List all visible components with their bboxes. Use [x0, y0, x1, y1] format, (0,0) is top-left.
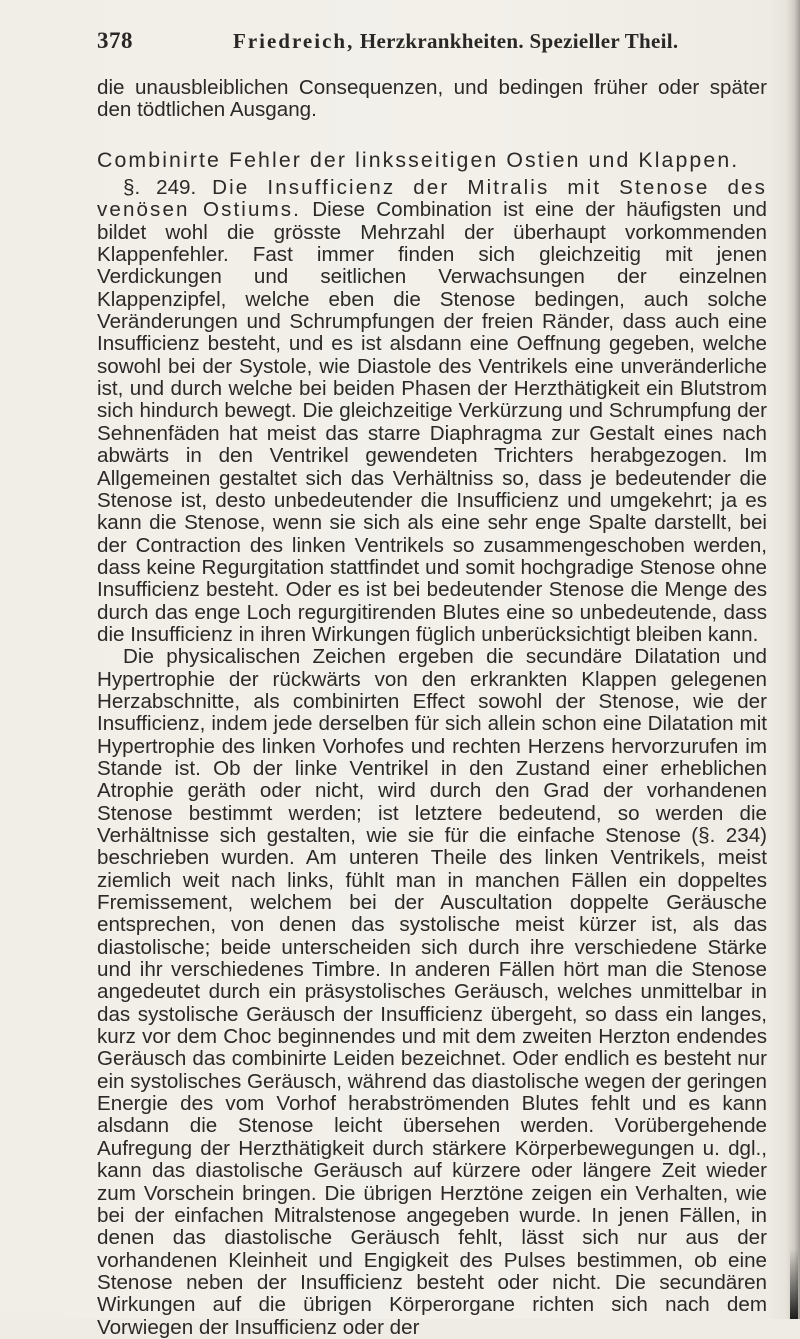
- scan-edge-mark: [790, 1249, 798, 1319]
- running-header: [97, 28, 767, 68]
- paragraph-number: §. 249.: [123, 176, 197, 200]
- page-number: 378: [97, 28, 133, 53]
- paragraph-text: Diese Combination ist eine der häufigsten und bildet wohl die grösste Mehrzahl der überhaupt vorkommenden Klappenfehler. Fast immer finden sich gleichzeitig mit jenen Verdickungen und seitlichen Verwachsungen der einzelnen Klappenzipfel, welche eben die Stenose bedingen, auch solche Veränderungen und Schrumpfungen der freien Ränder, dass auch eine Insufficienz besteht, und es ist alsdann eine Oeffnung gegeben, welche sowohl bei der Systole, wie Diastole des Ventrikels eine unveränderliche ist, und durch welche bei beiden Phasen der Herzthätigkeit ein Blutstrom sich hindurch bewegt. Die gleichzeitige Verkürzung und Schrumpfung der Sehnenfäden hat meist das starre Diaphragma zur Gestalt eines nach abwärts in den Ventrikel gewendeten Trichters herabgezogen. Im Allgemeinen gestaltet sich das Verhältniss so, dass je bedeutender die Stenose ist, desto unbedeutender die Insufficienz und umgekehrt; ja es kann die Stenose, wenn sie sich als eine sehr enge Spalte darstellt, bei der Contraction des linken Ventrikels so zusammengeschoben werden, dass keine Regurgitation stattfindet und somit hochgradige Stenose ohne Insufficienz besteht. Oder es ist bei bedeutender Stenose die Menge des durch das enge Loch regurgitirenden Blutes eine so unbedeutende, dass die Insufficienz in ihren Wirkungen füglich unberücksichtigt bleiben kann.: [97, 198, 767, 646]
- paragraph-title: Die Insufficienz der Mitralis mit Stenose des venösen Ostiums.: [97, 176, 767, 222]
- running-title-text: Herzkrankheiten. Spezieller Theil.: [359, 29, 679, 53]
- paragraph-249: [97, 177, 767, 646]
- page-body: [97, 77, 767, 1339]
- paragraph-physical-signs: Die physicalischen Zeichen ergeben die secundäre Dilatation und Hypertrophie der rückwärts von den erkrankten Klappen gelegenen Herzabschnitte, als combinirten Effect sowohl der Stenose, wie der Insufficienz, indem jede derselben für sich allein schon eine Dilatation mit Hypertrophie des linken Vorhofes und rechten Herzens hervorzurufen im Stande ist. Ob der linke Ventrikel in den Zustand einer erheblichen Atrophie geräth oder nicht, wird durch den Grad der vorhandenen Stenose bestimmt werden; ist letztere bedeutend, so werden die Verhältnisse sich gestalten, wie sie für die einfache Stenose (§. 234) beschrieben wurden. Am unteren Theile des linken Ventrikels, meist ziemlich weit nach links, fühlt man in manchen Fällen ein doppeltes Fremissement, welchem bei der Auscultation doppelte Geräusche entsprechen, von denen das systolische meist kürzer ist, als das diastolische; beide unterscheiden sich durch ihre verschiedene Stärke und ihr verschiedenes Timbre. In anderen Fällen hört man die Stenose angedeutet durch ein präsystolisches Geräusch, welches unmittelbar in das systolische Geräusch der Insufficienz übergeht, so dass ein langes, kurz vor dem Choc beginnendes und mit dem zweiten Herzton endendes Geräusch das combinirte Leiden bezeichnet. Oder endlich es besteht nur ein systolisches Geräusch, während das diastolische wegen der geringen Energie des vom Vorhof herabströmenden Blutes fehlt und es kann alsdann die Stenose leicht übersehen werden. Vorübergehende Aufregung der Herzthätigkeit durch stärkere Körperbewegungen u. dgl., kann das diastolische Geräusch auf kürzere oder längere Zeit wieder zum Vorschein bringen. Die übrigen Herztöne zeigen ein Verhalten, wie bei der einfachen Mitralstenose angegeben wurde. In jenen Fällen, in denen das diastolische Geräusch fehlt, lässt sich nur aus der vorhandenen Kleinheit und Engigkeit des Pulses bestimmen, ob eine Stenose neben der Insufficienz besteht oder nicht. Die secundären Wirkungen auf die übrigen Körperorgane richten sich nach dem Vorwiegen der Insufficienz oder der: [97, 645, 767, 1339]
- page-edge-shadow: [786, 0, 800, 1319]
- running-title-author: Friedreich,: [233, 29, 355, 53]
- section-heading: Combinirte Fehler der linksseitigen Ostien und Klappen.: [97, 147, 740, 172]
- continued-paragraph: die unausbleiblichen Consequenzen, und bedingen früher oder später den tödtlichen Ausgang.: [97, 76, 767, 122]
- running-title: [233, 29, 678, 54]
